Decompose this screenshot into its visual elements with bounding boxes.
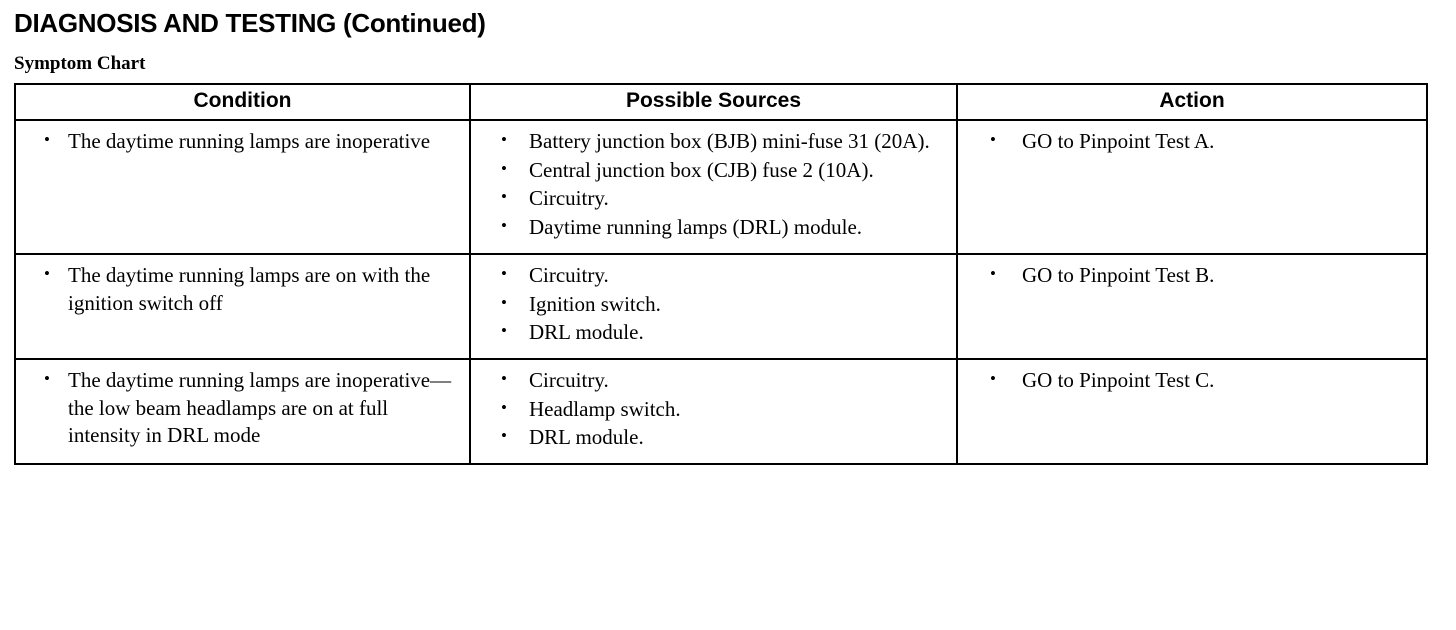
list-item: • The daytime running lamps are inoperative—the low beam headlamps are on at full intensity in DRL mode	[44, 368, 452, 448]
bullet-icon: •	[501, 187, 507, 207]
bullet-icon: •	[501, 426, 507, 446]
cell-possible-sources	[470, 359, 957, 464]
list-item: • Circuitry.	[501, 368, 609, 393]
bullet-icon: •	[990, 130, 996, 149]
page-title: DIAGNOSIS AND TESTING (Continued)	[14, 8, 486, 38]
sources-list	[477, 367, 950, 452]
list-item: • The daytime running lamps are on with the ignition switch off	[44, 262, 431, 315]
list-item: • GO to Pinpoint Test C.	[990, 368, 1215, 393]
cell-condition	[15, 120, 470, 254]
bullet-icon: •	[44, 369, 50, 389]
action-list	[964, 367, 1420, 395]
bullet-icon: •	[501, 397, 507, 417]
bullet-icon: •	[501, 216, 507, 236]
list-item: • Headlamp switch.	[501, 396, 681, 421]
column-header-possible-sources: Possible Sources	[470, 84, 957, 120]
document-page	[0, 8, 1456, 630]
table-row	[15, 359, 1427, 464]
list-item: • Battery junction box (BJB) mini-fuse 31 (20A).	[501, 129, 930, 153]
column-header-condition: Condition	[15, 84, 470, 120]
condition-list	[22, 262, 463, 317]
bullet-icon: •	[501, 130, 507, 149]
cell-action	[957, 359, 1427, 464]
column-header-action: Action	[957, 84, 1427, 120]
condition-list	[22, 128, 463, 156]
cell-possible-sources	[470, 120, 957, 254]
section-title: Symptom Chart	[14, 53, 146, 74]
symptom-chart-table	[14, 83, 1428, 465]
table-row	[15, 254, 1427, 359]
condition-list	[22, 367, 463, 450]
list-item: • Circuitry.	[501, 262, 609, 287]
table-header-row	[15, 84, 1427, 120]
sources-list	[477, 128, 950, 242]
bullet-icon: •	[44, 130, 50, 149]
list-item: • DRL module.	[501, 425, 644, 450]
cell-action	[957, 120, 1427, 254]
bullet-icon: •	[501, 369, 507, 389]
table-row	[15, 120, 1427, 254]
bullet-icon: •	[501, 263, 507, 283]
list-item: • Central junction box (CJB) fuse 2 (10A).	[501, 157, 874, 182]
list-item: • Ignition switch.	[501, 291, 661, 316]
list-item: • DRL module.	[501, 320, 644, 345]
bullet-icon: •	[501, 292, 507, 312]
cell-action	[957, 254, 1427, 359]
cell-condition	[15, 254, 470, 359]
action-list	[964, 128, 1420, 156]
bullet-icon: •	[990, 369, 996, 389]
action-list	[964, 262, 1420, 290]
list-item: • The daytime running lamps are inoperative	[44, 129, 431, 153]
list-item: • Circuitry.	[501, 186, 609, 211]
list-item: • Daytime running lamps (DRL) module.	[501, 215, 863, 240]
bullet-icon: •	[501, 321, 507, 341]
cell-condition	[15, 359, 470, 464]
bullet-icon: •	[501, 158, 507, 178]
cell-possible-sources	[470, 254, 957, 359]
sources-list	[477, 262, 950, 347]
list-item: • GO to Pinpoint Test A.	[990, 129, 1215, 153]
bullet-icon: •	[990, 263, 996, 283]
list-item: • GO to Pinpoint Test B.	[990, 262, 1215, 287]
bullet-icon: •	[44, 263, 50, 283]
